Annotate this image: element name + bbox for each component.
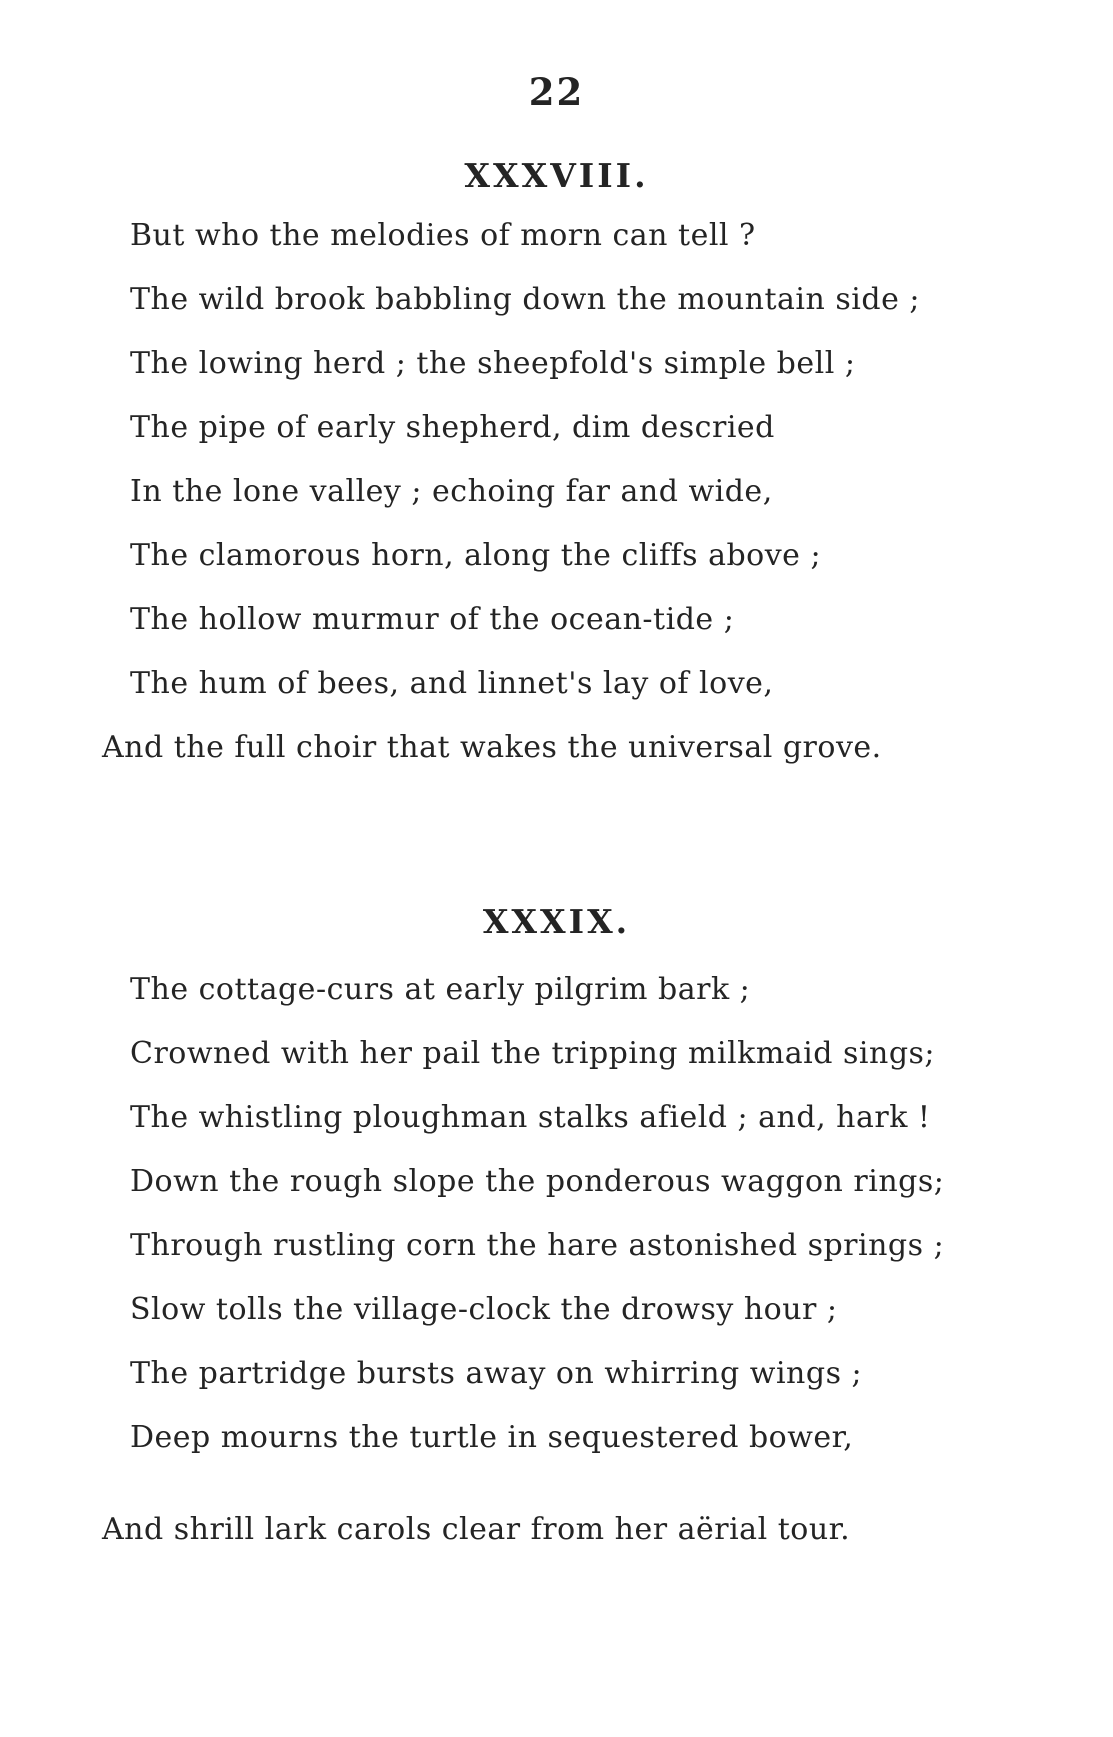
poem-line: The pipe of early shepherd, dim descried bbox=[130, 410, 775, 445]
poem-line: Through rustling corn the hare astonished springs ; bbox=[130, 1228, 945, 1263]
poem-line: The wild brook babbling down the mountain side ; bbox=[130, 282, 920, 317]
poem-line: Deep mourns the turtle in sequestered bower, bbox=[130, 1420, 854, 1455]
poem-line: The partridge bursts away on whirring wings ; bbox=[130, 1356, 863, 1391]
poem-line: Slow tolls the village-clock the drowsy hour ; bbox=[130, 1292, 838, 1327]
poem-line: The lowing herd ; the sheepfold's simple bell ; bbox=[130, 346, 856, 381]
poem-line: Down the rough slope the ponderous waggon rings; bbox=[130, 1164, 945, 1199]
page-number: 22 bbox=[528, 70, 585, 114]
poem-line: The whistling ploughman stalks afield ; and, hark ! bbox=[130, 1100, 931, 1135]
poem-line: The hum of bees, and linnet's lay of love, bbox=[130, 666, 774, 701]
stanza-xxxviii bbox=[0, 218, 1113, 765]
book-page bbox=[0, 70, 1113, 1737]
poem-line: Crowned with her pail the tripping milkmaid sings; bbox=[130, 1036, 936, 1071]
poem-line: But who the melodies of morn can tell ? bbox=[130, 218, 756, 253]
poem-line: And shrill lark carols clear from her aërial tour. bbox=[102, 1512, 851, 1547]
stanza-heading-xxxviii: XXXVIII. bbox=[464, 156, 649, 195]
poem-line: The hollow murmur of the ocean-tide ; bbox=[130, 602, 735, 637]
poem-line: The clamorous horn, along the cliffs above ; bbox=[130, 538, 822, 573]
poem-line: And the full choir that wakes the universal grove. bbox=[102, 730, 882, 765]
poem-line: In the lone valley ; echoing far and wide, bbox=[130, 474, 773, 509]
poem-line: The cottage-curs at early pilgrim bark ; bbox=[130, 972, 751, 1007]
stanza-xxxix bbox=[0, 972, 1113, 1547]
stanza-heading-xxxix: XXXIX. bbox=[482, 902, 631, 941]
